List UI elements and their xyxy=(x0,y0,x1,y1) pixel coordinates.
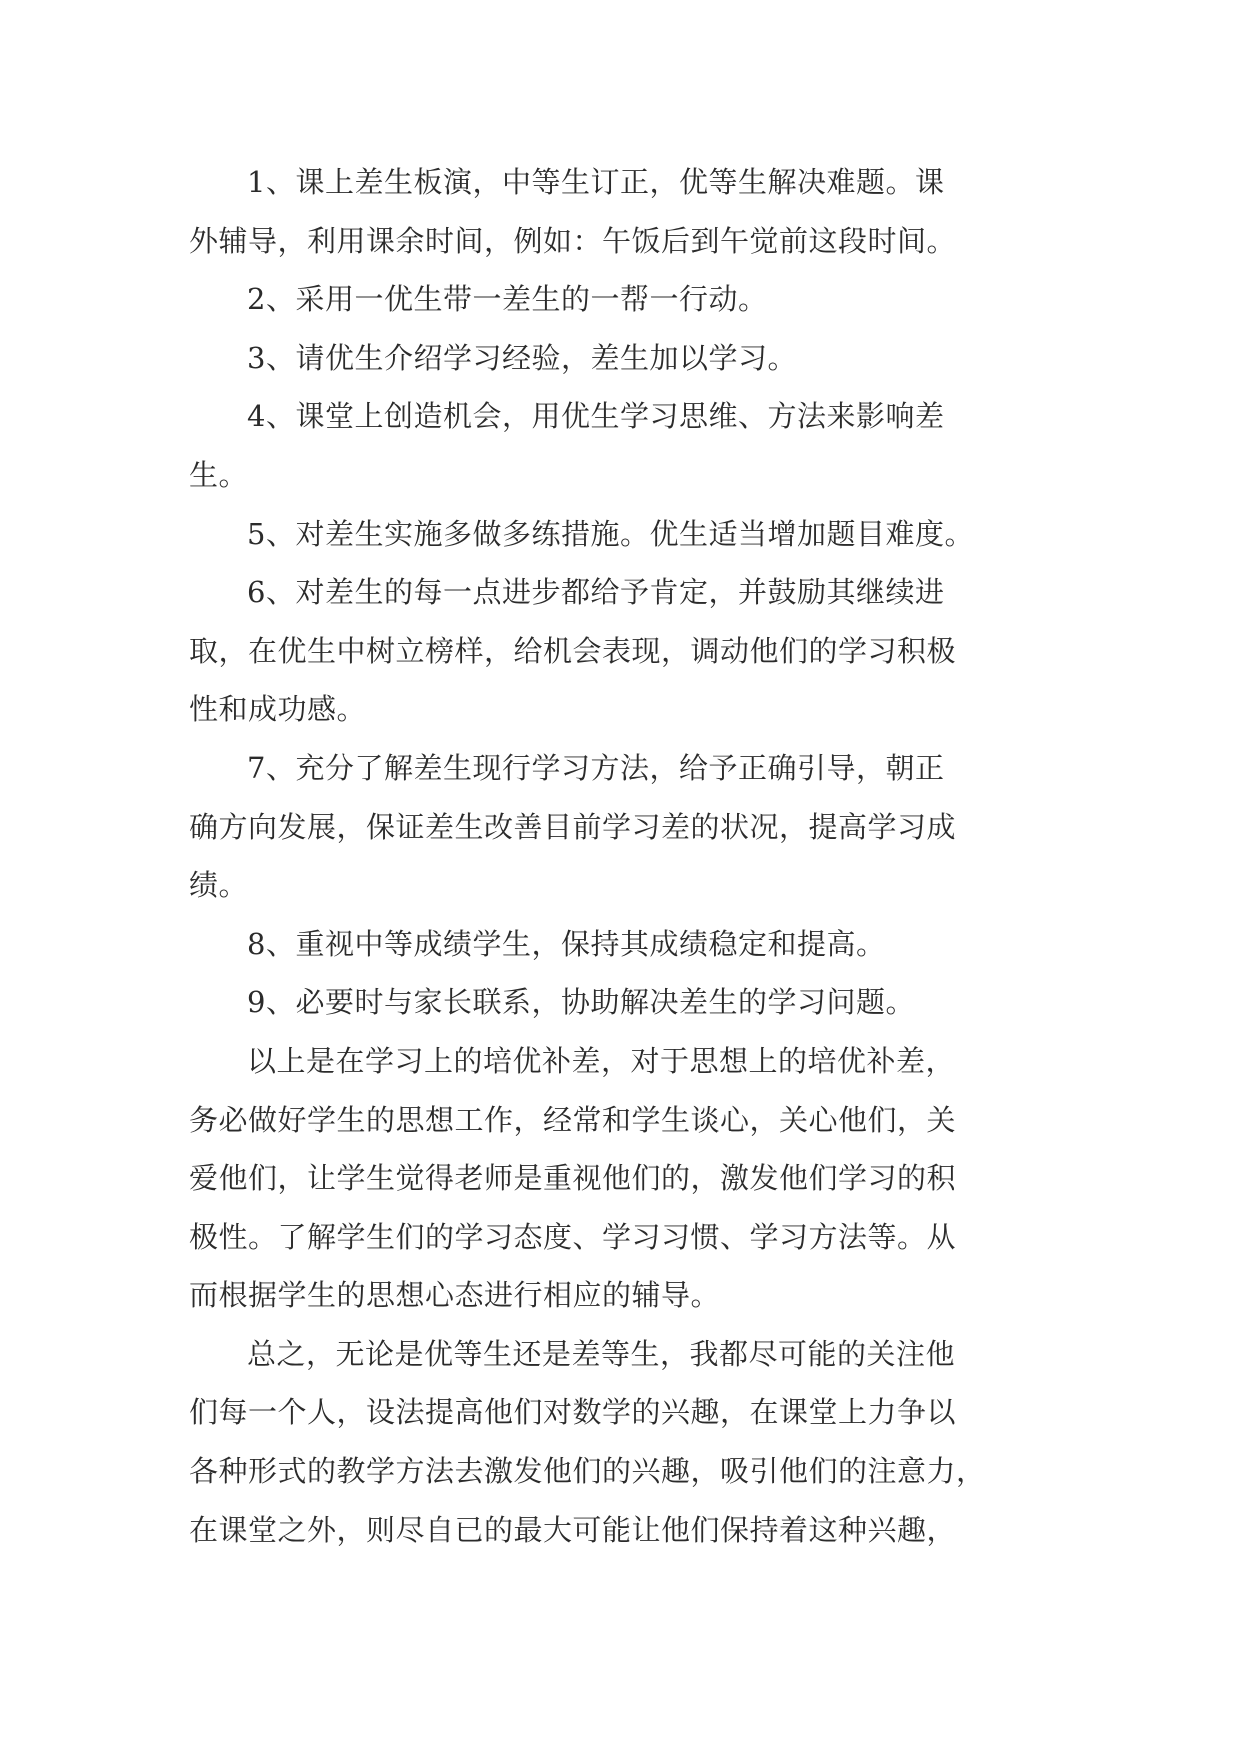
text-line: 爱他们，让学生觉得老师是重视他们的，激发他们学习的积 xyxy=(189,1161,957,1196)
text-line: 4、课堂上创造机会，用优生学习思维、方法来影响差 xyxy=(247,399,945,434)
text-line: 极性。了解学生们的学习态度、学习习惯、学习方法等。从 xyxy=(189,1219,957,1254)
text-line: 绩。 xyxy=(189,868,249,903)
text-line: 总之，无论是优等生还是差等生，我都尽可能的关注他 xyxy=(247,1336,956,1371)
text-line: 7、充分了解差生现行学习方法，给予正确引导，朝正 xyxy=(247,750,945,785)
text-line: 确方向发展，保证差生改善目前学习差的状况，提高学习成 xyxy=(189,809,957,844)
text-line: 5、对差生实施多做多练措施。优生适当增加题目难度。 xyxy=(247,516,974,551)
text-line: 外辅导，利用课余时间，例如：午饭后到午觉前这段时间。 xyxy=(189,223,957,258)
document-body xyxy=(189,153,1069,1559)
text-line: 取，在优生中树立榜样，给机会表现，调动他们的学习积极 xyxy=(189,633,957,668)
text-line: 生。 xyxy=(189,457,249,492)
text-line: 务必做好学生的思想工作，经常和学生谈心，关心他们，关 xyxy=(189,1102,957,1137)
text-line: 8、重视中等成绩学生，保持其成绩稳定和提高。 xyxy=(247,926,886,961)
text-line: 6、对差生的每一点进步都给予肯定，并鼓励其继续进 xyxy=(247,575,945,610)
text-line: 性和成功感。 xyxy=(189,692,367,727)
text-line: 们每一个人，设法提高他们对数学的兴趣，在课堂上力争以 xyxy=(189,1395,957,1430)
text-line: 而根据学生的思想心态进行相应的辅导。 xyxy=(189,1278,721,1313)
text-line: 1、课上差生板演，中等生订正，优等生解决难题。课 xyxy=(247,165,945,199)
text-line: 2、采用一优生带一差生的一帮一行动。 xyxy=(247,282,768,317)
text-line: 3、请优生介绍学习经验，差生加以学习。 xyxy=(247,340,797,375)
text-line: 以上是在学习上的培优补差，对于思想上的培优补差， xyxy=(247,1043,956,1078)
text-line: 各种形式的教学方法去激发他们的兴趣，吸引他们的注意力， xyxy=(189,1454,986,1489)
text-line: 在课堂之外，则尽自已的最大可能让他们保持着这种兴趣， xyxy=(189,1512,957,1547)
text-line: 9、必要时与家长联系，协助解决差生的学习问题。 xyxy=(247,985,915,1020)
